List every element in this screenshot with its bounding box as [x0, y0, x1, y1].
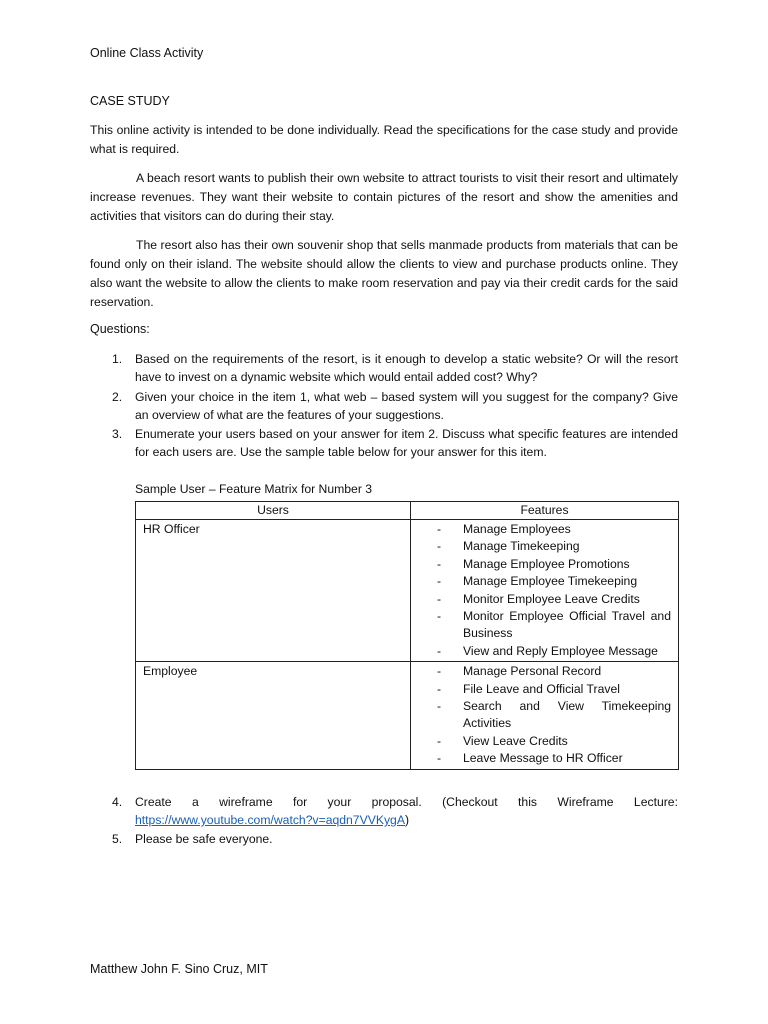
question-word: (Checkout — [442, 795, 498, 809]
feature-text: View and Reply Employee Message — [463, 643, 658, 658]
section-title: CASE STUDY — [90, 94, 170, 108]
feature-item — [437, 556, 671, 573]
feature-text: Manage Timekeeping — [463, 539, 580, 554]
question-text-line — [135, 813, 409, 827]
question-word: Lecture: — [633, 795, 678, 809]
feature-text: Manage Employee Promotions — [463, 556, 630, 571]
feature-text: Manage Personal Record — [463, 664, 602, 679]
feature-text: Manage Employee Timekeeping — [463, 574, 638, 589]
question-text: Given your choice in the item 1, what web – based system will you suggest for the company? Give an overview of what are the features of your suggestions. — [135, 390, 678, 422]
question-text: Enumerate your users based on your answer for item 2. Discuss what specific features are intended for each users are. Use the sample table below for your answer for this item. — [135, 427, 678, 459]
feature-item — [437, 521, 671, 538]
table-header-row — [136, 502, 679, 520]
feature-item — [437, 750, 671, 767]
dash-bullet: - — [437, 556, 442, 571]
users-header: Users — [136, 502, 411, 520]
feature-item — [437, 681, 671, 698]
question-word: wireframe — [219, 795, 273, 809]
feature-item — [437, 698, 671, 733]
dash-bullet: - — [437, 643, 442, 658]
feature-item — [437, 663, 671, 680]
feature-item — [437, 608, 671, 643]
feature-text: View Leave Credits — [463, 733, 568, 748]
question-word: proposal. — [371, 795, 422, 809]
table-row — [136, 520, 679, 662]
dash-bullet: - — [437, 574, 442, 589]
dash-bullet: - — [437, 609, 442, 624]
dash-bullet: - — [437, 681, 442, 696]
question-text-line — [135, 793, 678, 811]
questions-title: Questions: — [90, 322, 150, 336]
feature-item — [437, 573, 671, 590]
question-item — [112, 793, 678, 829]
table-row — [136, 662, 679, 769]
feature-item — [437, 591, 671, 608]
question-number: 5. — [112, 832, 123, 846]
feature-item — [437, 733, 671, 750]
table-caption: Sample User – Feature Matrix for Number 3 — [135, 482, 373, 496]
question-word: a — [191, 795, 199, 809]
question-item — [112, 830, 678, 848]
question-word: your — [327, 795, 352, 809]
question-number: 4. — [112, 795, 123, 809]
question-word: Wireframe — [557, 795, 614, 809]
question-word: Create — [135, 795, 172, 809]
question-item — [112, 388, 678, 424]
feature-text: Leave Message to HR Officer — [463, 751, 623, 766]
user-cell: HR Officer — [136, 520, 411, 662]
author-name: Matthew John F. Sino Cruz, MIT — [90, 962, 268, 976]
question-word: for — [292, 795, 308, 809]
dash-bullet: - — [437, 539, 442, 554]
user-cell: Employee — [136, 662, 411, 769]
question-number: 3. — [112, 427, 123, 441]
dash-bullet: - — [437, 751, 442, 766]
feature-item — [437, 643, 671, 660]
feature-list — [437, 521, 671, 660]
question-item — [112, 350, 678, 386]
feature-text: Monitor Employee Official Travel and Business — [463, 609, 671, 641]
question-text — [135, 793, 678, 829]
header-title: Online Class Activity — [90, 46, 204, 60]
dash-bullet: - — [437, 522, 442, 536]
dash-bullet: - — [437, 664, 442, 679]
features-cell — [411, 662, 679, 769]
feature-text: Monitor Employee Leave Credits — [463, 591, 640, 606]
feature-text: Manage Employees — [463, 522, 571, 536]
question-text: Based on the requirements of the resort, is it enough to develop a static website? Or will the resort have to invest on a dynamic website which would entail added cost? Why? — [135, 352, 678, 384]
question-number: 1. — [112, 352, 123, 366]
features-cell — [411, 520, 679, 662]
question-number: 2. — [112, 390, 123, 404]
feature-text: File Leave and Official Travel — [463, 681, 620, 696]
dash-bullet: - — [437, 733, 442, 748]
dash-bullet: - — [437, 699, 442, 714]
dash-bullet: - — [437, 591, 442, 606]
closing-paren: ) — [404, 813, 410, 827]
question-item — [112, 425, 678, 461]
question-word: this — [518, 795, 537, 809]
user-feature-table — [135, 501, 679, 770]
features-header: Features — [411, 502, 679, 520]
feature-text: Search and View Timekeeping Activities — [463, 699, 671, 731]
souvenir-paragraph: The resort also has their own souvenir shop that sells manmade products from materials that can be found only on their island. The website should allow the clients to view and purchase products online. They also want the website to allow the clients to make room reservation and pay via their credit cards for the said reservation. — [90, 238, 678, 309]
feature-item — [437, 538, 671, 555]
intro-paragraph: This online activity is intended to be done individually. Read the specifications for the case study and provide what is required. — [90, 123, 678, 156]
youtube-link[interactable]: https://www.youtube.com/watch?v=aqdn7VVKygA — [135, 813, 405, 827]
question-text: Please be safe everyone. — [135, 832, 273, 846]
feature-list — [437, 663, 671, 767]
resort-paragraph: A beach resort wants to publish their own website to attract tourists to visit their resort and ultimately increase revenues. They want their website to contain pictures of the resort and show the amenities and activities that visitors can do during their stay. — [90, 171, 678, 223]
